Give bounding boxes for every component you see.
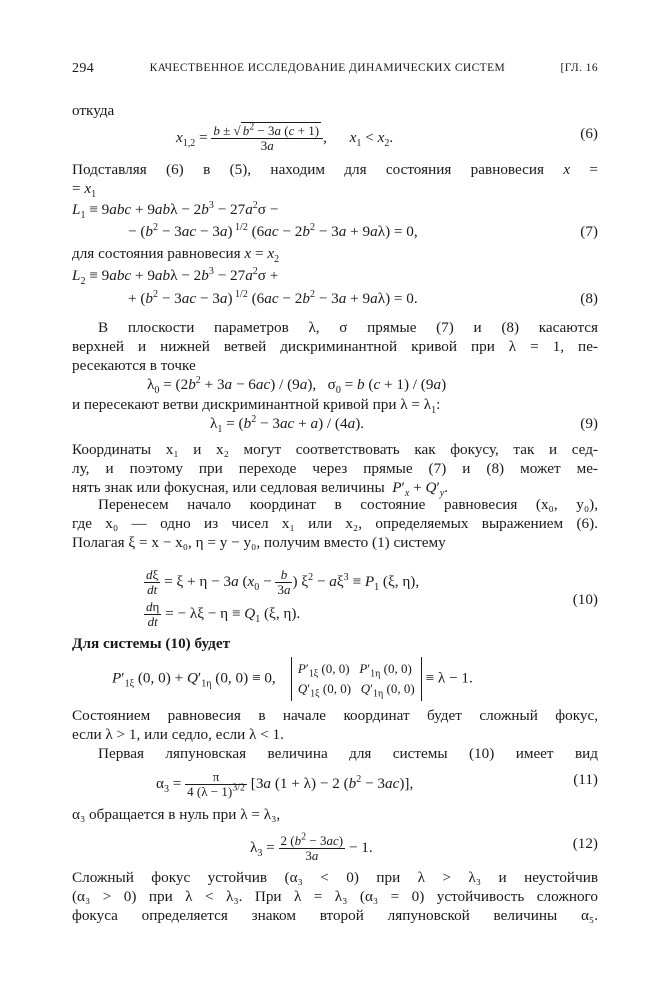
equation-7-line-2: − $(b^2 - 3ac - 3a)$ $^{1/2}$ $(6ac - 2b^2 - 3a + 9a\lambda) = 0$, (7) [128, 221, 598, 240]
equation-7-line-1: $L_1 \equiv 9abc + 9ab\lambda - 2b^3 - 27a^2\sigma$ − [72, 199, 279, 222]
paragraph-coordinates-line-3: нять знак или фокусная, или седловая величины $P'_x + Q'_y$. [72, 479, 449, 500]
paragraph-substitute-line-1: Подставляя (6) в (5), находим для состояния равновесия x = [72, 161, 598, 178]
equation-9-number: (9) [580, 415, 598, 432]
equation-8-line-1: $L_2 \equiv 9abc + 9ab\lambda - 2b^3 - 27a^2\sigma$ + [72, 265, 279, 288]
paragraph-cross-text: и пересекают ветви дискриминантной кривой при λ = λ [72, 396, 432, 413]
paragraph-plane-line-1: В плоскости параметров λ, σ прямые (7) и (8) касаются [98, 319, 598, 336]
equation-8-number: (8) [580, 290, 598, 307]
text-otkuda: откуда [72, 102, 115, 119]
equation-6-number: (6) [580, 125, 598, 142]
paragraph-final-line-2: (α₃ > 0) при λ < λ₃. При λ = λ₃ (α₃ = 0) устойчивость сложного [72, 888, 598, 905]
equation-10-line-1: $\frac{d\xi}{dt}$ = ξ + η − 3a ($x_0$ − $\frac{b}{3a}$ ) $\xi^2 - a\xi^3 \equiv P_1$ (ξ, η), [146, 567, 420, 597]
paragraph-state-line-1: Состоянием равновесия в начале координат будет сложный фокус, [72, 707, 598, 724]
paragraph-lyapunov-line-1: Первая ляпуновская величина для системы (10) имеет вид [98, 745, 598, 762]
paragraph-system10: Для системы (10) будет [72, 635, 231, 652]
running-title: КАЧЕСТВЕННОЕ ИССЛЕДОВАНИЕ ДИНАМИЧЕСКИХ СИСТЕМ [149, 62, 506, 74]
paragraph-final-line-1: Сложный фокус устойчив (α₃ < 0) при λ > λ₃ и неустойчив [72, 869, 598, 886]
paragraph-move-line-2: где x₀ — одно из чисел x₁ или x₂, определяемых выражением (6). [72, 515, 598, 532]
equation-8-line-2: + $(b^2 - 3ac - 3a)$ $^{1/2}$ $(6ac - 2b^2 - 3a + 9a\lambda) = 0$. (8) [128, 288, 598, 307]
running-header [72, 59, 598, 78]
equation-10-number: (10) [572, 591, 598, 608]
equation-6-body: $x_{1,2}$ = $\frac{b \pm √ b^2 - 3a (c + 1)}{3a}$ , $x_1 < x_2$. [176, 121, 394, 153]
equation-9: $\lambda_1 = (b^2 - 3ac + a) / (4a)$. (9) [210, 413, 598, 436]
paragraph-coordinates-line-1: Координаты x₁ и x₂ могут соответствовать как фокусу, так и сед- [72, 441, 598, 458]
equation-12: $\lambda_3$ = $\frac{2 (b^2 - 3ac)}{3a}$ − 1. (12) [250, 831, 598, 863]
paragraph-alpha-zero: α₃ обращается в нуль при λ = λ₃, [72, 806, 281, 823]
paragraph-cross: и пересекают ветви дискриминантной кривой при $\lambda = \lambda_1$: [72, 396, 441, 417]
paragraph-move-line-1: Перенесем начало координат в состояние равновесия (x₀, y₀), [98, 496, 598, 513]
equation-determinant: $P'_{1\xi}$ (0, $0) + Q'_{1\eta}$ (0, 0) ≡ 0, $P'_{1\xi}$ (0, 0) $P'_{1\eta}$ (0, 0) $Q'_{1\xi}$ (0, 0) $Q'_{1\eta}$ (0, 0) ≡ λ − 1. [72, 665, 598, 684]
equation-lambda0: $\lambda_0 = (2b^2 + 3a - 6ac) / (9a)$, $\sigma_0 = b$ (c + 1) / (9a) [147, 374, 447, 397]
equation-12-number: (12) [572, 835, 598, 852]
equation-7-number: (7) [580, 223, 598, 240]
text-for-x2: для состояния равновесия $x = x_2$ [72, 245, 280, 266]
paragraph-final-line-3: фокуса определяется знаком второй ляпуновской величины α₅. [72, 907, 598, 924]
page-number: 294 [72, 61, 95, 76]
paragraph-coordinates-line-2: лу, и поэтому при переходе через прямые (7) и (8) может ме- [72, 460, 598, 477]
equation-11: $\alpha_3$ = $\frac{\pi}{4 (\lambda - 1)^{3/2}}$ [3a (1 + λ) − 2 $(b^2 - 3ac)$], (11) [156, 769, 598, 799]
jacobian-determinant: $P'_{1\xi}$ (0, 0) $P'_{1\eta}$ (0, 0) $Q'_{1\xi}$ (0, 0) $Q'_{1\eta}$ (0, 0) [291, 657, 422, 701]
equation-10-line-2: $\frac{d\eta}{dt}$ = − $\lambda\xi - \eta \equiv Q_1$ (ξ, η). (10) [146, 591, 598, 629]
paragraph-coordinates-text: нять знак или фокусная, или седловая величины [72, 479, 385, 496]
paragraph-plane-line-3: ресекаются в точке [72, 357, 196, 374]
equation-6 [72, 121, 598, 153]
paragraph-substitute-text: Подставляя (6) в (5), находим для состояния равновесия [72, 161, 544, 178]
paragraph-substitute-line-2: = $x_1$ [72, 180, 97, 201]
equation-11-number: (11) [573, 771, 598, 788]
text-for-x2-label: для состояния равновесия [72, 245, 241, 262]
chapter-ref: [ГЛ. 16 [560, 62, 598, 74]
paragraph-state-line-2: если λ > 1, или седло, если λ < 1. [72, 726, 284, 743]
paragraph-move-line-3: Полагая ξ = x − x₀, η = y − y₀, получим вместо (1) систему [72, 534, 446, 551]
paragraph-plane-line-2: верхней и нижней ветвей дискриминантной кривой при λ = 1, пе- [72, 338, 598, 355]
